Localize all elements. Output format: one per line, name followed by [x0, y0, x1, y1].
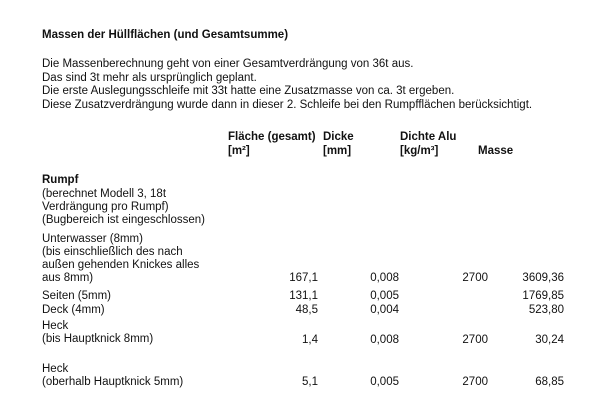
section-description-line: Verdrängung pro Rumpf)	[42, 201, 169, 213]
cell-density: 2700	[462, 272, 488, 284]
section-title: Rumpf	[42, 174, 79, 186]
cell-thickness: 0,005	[370, 376, 399, 388]
cell-thickness: 0,005	[370, 290, 399, 302]
intro-line: Die Massenberechnung geht von einer Gesamtverdrängung von 36t aus.	[42, 58, 414, 70]
row-label	[42, 320, 153, 346]
header-area-unit: [m²]	[228, 145, 250, 157]
section-description-line: (berechnet Modell 3, 18t	[42, 188, 167, 200]
cell-mass: 523,80	[528, 304, 564, 316]
header-area: Fläche (gesamt)	[228, 131, 316, 143]
header-mass: Masse	[478, 145, 514, 157]
header-thickness: Dicke	[323, 131, 354, 143]
cell-mass: 1769,85	[522, 290, 564, 302]
row-label-line: (oberhalb Hauptknick 5mm)	[42, 376, 184, 388]
cell-area: 1,4	[302, 334, 318, 346]
row-label-line: außen gehenden Knickes alles	[42, 259, 200, 271]
header-density-unit: [kg/m³]	[400, 145, 439, 157]
intro-paragraph	[42, 58, 532, 112]
cell-thickness: 0,004	[370, 304, 399, 316]
cell-area: 48,5	[295, 304, 318, 316]
row-label	[42, 304, 105, 317]
cell-mass: 30,24	[535, 334, 564, 346]
cell-thickness: 0,008	[370, 272, 399, 284]
row-label-line: Unterwasser (8mm)	[42, 233, 143, 245]
row-label-line: Heck	[42, 363, 69, 375]
cell-area: 167,1	[289, 272, 318, 284]
header-thickness-unit: [mm]	[323, 145, 352, 157]
row-label	[42, 363, 183, 389]
cell-density: 2700	[462, 334, 488, 346]
row-label	[42, 290, 111, 303]
document-title: Massen der Hüllflächen (und Gesamtsumme)	[42, 29, 289, 41]
cell-area: 131,1	[289, 290, 318, 302]
section-description	[42, 188, 205, 227]
cell-density: 2700	[462, 376, 488, 388]
section-description-line: (Bugbereich ist eingeschlossen)	[42, 214, 206, 226]
cell-area: 5,1	[302, 376, 318, 388]
row-label-line: Heck	[42, 320, 69, 332]
header-density: Dichte Alu	[400, 131, 457, 143]
cell-mass: 3609,36	[522, 272, 564, 284]
row-label-line: Deck (4mm)	[42, 304, 105, 316]
row-label	[42, 233, 199, 285]
intro-line: Diese Zusatzverdrängung wurde dann in dieser 2. Schleife bei den Rumpfflächen berücksichtigt.	[42, 98, 533, 111]
row-label-line: (bis einschließlich des nach	[42, 246, 183, 258]
row-label-line: aus 8mm)	[42, 272, 94, 284]
row-label-line: (bis Hauptknick 8mm)	[42, 333, 154, 345]
intro-line: Die erste Auslegungsschleife mit 33t hatte eine Zusatzmasse von ca. 3t ergeben.	[42, 85, 455, 97]
cell-mass: 68,85	[535, 376, 564, 388]
row-label-line: Seiten (5mm)	[42, 290, 112, 302]
intro-line: Das sind 3t mehr als ursprünglich geplant.	[42, 71, 257, 84]
cell-thickness: 0,008	[370, 334, 399, 346]
